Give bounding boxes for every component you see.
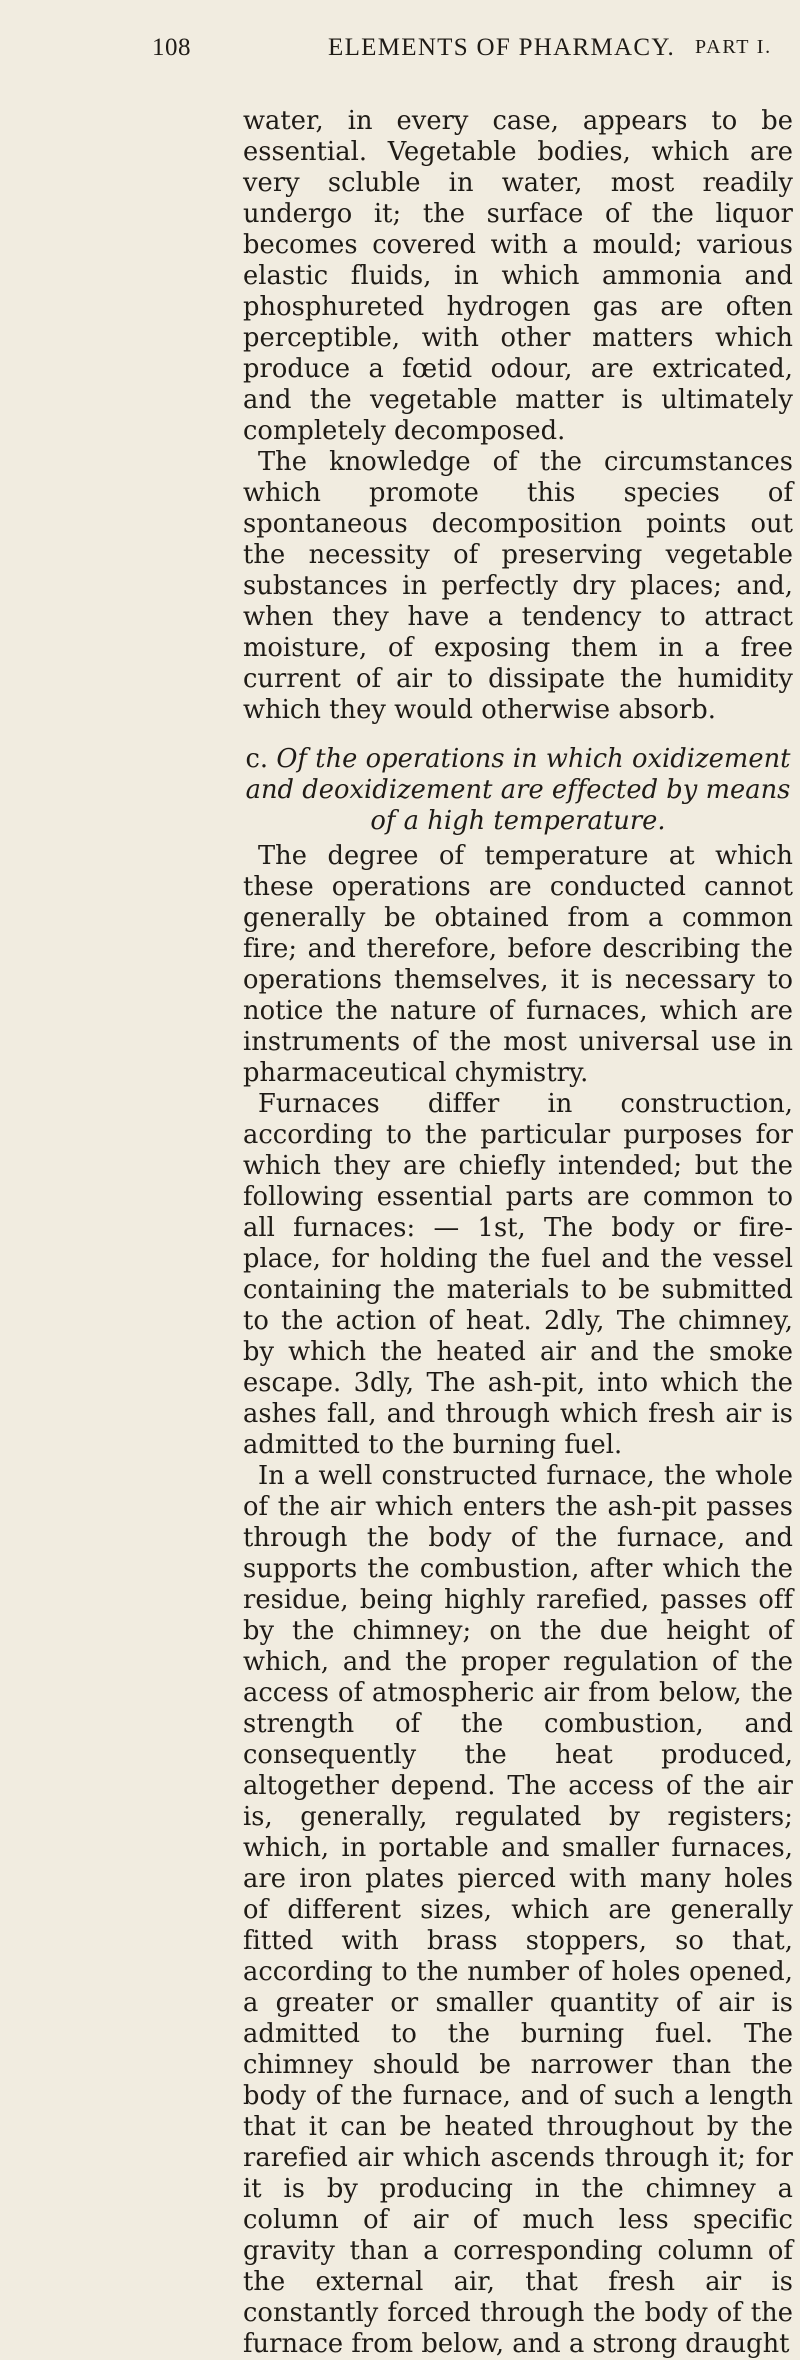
paragraph-water-essential: water, in every case, appears to be essential. Vegetable bodies, which are very scluble in water, most readily undergo it; the surface of the liquor becomes covered with a mould; various elastic fluids, in which ammonia and phosphureted hydrogen gas are often perceptible, with other matters which produce a fœtid odour, are extricated, and the vegetable matter is ultimately completely decomposed.: [243, 106, 793, 446]
section-heading-text: Of the operations in which oxidizement and deoxidizement are effected by means of a high temperature.: [245, 744, 791, 836]
paragraph-spontaneous-decomposition: The knowledge of the circumstances which promote this species of spontaneous decomposition points out the necessity of preserving vegetable substances in perfectly dry places; and, when they have a tendency to attract moisture, of exposing them in a free current of air to dissipate the humidity which they would otherwise absorb.: [243, 447, 793, 725]
section-label: c.: [245, 744, 269, 774]
paragraph-furnaces: Furnaces differ in construction, according to the particular purposes for which they are chiefly intended; but the following essential parts are common to all furnaces: — 1st, The body or fire-place, for holding the fuel and the vessel containing the materials to be submitted to the action of heat. 2dly, The chimney, by which the heated air and the smoke escape. 3dly, The ash-pit, into which the ashes fall, and through which fresh air is admitted to the burning fuel.: [243, 1089, 793, 1460]
page-number: 108: [152, 34, 191, 61]
page-header: [42, 34, 772, 74]
paragraph-well-constructed-furnace: In a well constructed furnace, the whole of the air which enters the ash-pit passes through the body of the furnace, and supports the combustion, after which the residue, being highly rarefied, passes off by the chimney; on the due height of which, and the proper regulation of the access of atmospheric air from below, the strength of the combustion, and consequently the heat produced, altogether depend. The access of the air is, generally, regulated by registers; which, in portable and smaller furnaces, are iron plates pierced with many holes of different sizes, which are generally fitted with brass stoppers, so that, according to the number of holes opened, a greater or smaller quantity of air is admitted to the burning fuel. The chimney should be narrower than the body of the furnace, and of such a length that it can be heated throughout by the rarefied air which ascends through it; for it is by producing in the chimney a column of air of much less specific gravity than a corresponding column of the external air, that fresh air is constantly forced through the body of the furnace from below, and a strong draught: [243, 1461, 793, 2359]
page-body: [243, 106, 793, 2360]
running-title: ELEMENTS OF PHARMACY.: [328, 34, 676, 61]
section-heading: [243, 744, 793, 837]
part-label: PART I.: [695, 36, 772, 58]
paragraph-temperature: The degree of temperature at which these operations are conducted cannot generally be obtained from a common fire; and therefore, before describing the operations themselves, it is necessary to notice the nature of furnaces, which are instruments of the most universal use in pharmaceutical chymistry.: [243, 841, 793, 1088]
